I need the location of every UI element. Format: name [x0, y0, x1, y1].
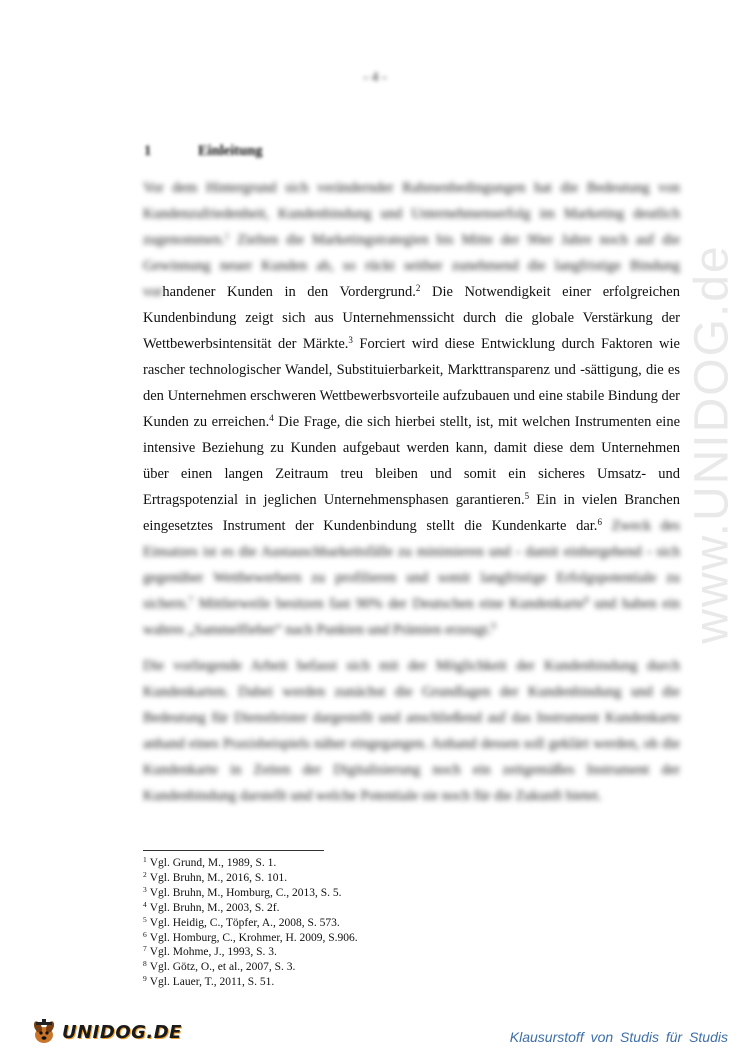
- footnote-number: 5: [143, 914, 147, 924]
- footnote-ref: 8: [584, 595, 589, 605]
- footnote-ref: 7: [188, 595, 193, 605]
- footnote-item: [143, 871, 358, 886]
- footnote-text: Vgl. Bruhn, M., 2003, S. 2f.: [149, 901, 280, 914]
- page-number: - 4 -: [363, 70, 387, 85]
- visible-text: handener Kunden in den Vordergrund.: [162, 284, 416, 300]
- paragraph-intro: [143, 175, 680, 643]
- visible-text: Ein in vielen Branchen eingesetztes Instrument der Kundenbindung stellt die Kundenkarte dar.: [143, 492, 680, 534]
- footnote-item: [143, 886, 358, 901]
- footnote-text: Vgl. Grund, M., 1989, S. 1.: [149, 857, 277, 869]
- blurred-text: Zweck des Einsatzes ist es die Austauschbarkeitsfälle zu minimieren und - damit einhergehend - sich gegenüber Wettbewerbern zu profilieren und somit langfristige Erfolgspotentiale zu sichern.: [143, 518, 680, 612]
- footnote-list: [143, 856, 358, 990]
- footnote-item: [143, 931, 358, 946]
- footnote-ref: 2: [415, 283, 421, 293]
- footnote-item: [143, 856, 358, 871]
- blurred-text: Mittlerweile besitzen fast 90% der Deutschen eine Kundenkarte: [198, 596, 585, 612]
- footnote-text: Vgl. Homburg, C., Krohmer, H. 2009, S.906.: [149, 931, 358, 944]
- footer-tagline: Klausurstoff von Studis für Studis: [509, 1029, 728, 1045]
- footnote-number: 2: [143, 869, 147, 879]
- watermark-text: www.UNIDOG.de: [685, 244, 739, 644]
- footnote-ref: 1: [224, 231, 230, 241]
- footnote-number: 9: [143, 974, 147, 984]
- body-text: [143, 175, 680, 809]
- section-heading: [144, 143, 262, 160]
- visible-text: Die Frage, die sich hierbei stellt, ist, mit welchen Instrumenten eine intensive Beziehung zu Kunden aufgebaut werden kann, damit diese dem Unternehmen über einen langen Zeitraum treu bleiben und somit ein sicheres Umsatz- und Ertragspotenzial in jeglichen Unternehmensphasen garantieren.: [143, 414, 681, 508]
- footnote-ref: 5: [524, 491, 530, 501]
- footnote-ref: 6: [597, 517, 602, 527]
- footnote-number: 6: [143, 929, 147, 939]
- footnote-item: [143, 901, 358, 916]
- footnote-number: 7: [143, 944, 147, 954]
- paragraph-outline: Die vorliegende Arbeit befasst sich mit der Möglichkeit der Kundenbindung durch Kundenkarten. Dabei werden zunächst die Grundlagen der Kundenbindung und die Bedeutung für Dienstleister dargestellt und anschließend auf das Instrument Kundenkarte anhand eines Praxisbeispiels näher eingegangen. Anhand dessen soll geklärt werden, ob die Kundenkarte in Zeiten der Digitalisierung noch ein zeitgemäßes Instrument der Kundenbindung darstellt und welche Potentiale sie noch für die Zukunft bietet.: [143, 658, 680, 804]
- visible-text: Forciert wird diese Entwicklung durch Faktoren wie rascher technologischer Wandel, Substituierbarkeit, Markttransparenz und -sättigung, die es den Unternehmen erschweren Wettbewerbsvorteile aufzubauen und eine stabile Bindung der Kunden zu erreichen.: [143, 336, 680, 430]
- footnote-text: Vgl. Lauer, T., 2011, S. 51.: [149, 976, 275, 989]
- logo-text: UNIDOG.DE: [62, 1021, 182, 1043]
- footnote-number: 8: [143, 959, 147, 969]
- footnote-item: [143, 916, 358, 931]
- section-title: Einleitung: [198, 143, 263, 159]
- section-number: 1: [144, 143, 152, 159]
- blurred-text: Vor dem Hintergrund sich verändernder Rahmenbedingungen hat die Bedeutung von Kundenzufriedenheit, Kundenbindung und Unternehmenserfolg im Marketing deutlich zugenommen.: [143, 180, 680, 248]
- footnote-item: [143, 975, 358, 990]
- dog-icon: [30, 1018, 58, 1046]
- footnote-text: Vgl. Mohme, J., 1993, S. 3.: [149, 946, 277, 959]
- footnote-number: 4: [143, 899, 147, 909]
- footnote-item: [143, 945, 358, 960]
- footnote-item: [143, 960, 358, 975]
- blurred-text: und haben ein wahres „Sammelfieber“ nach Punkten und Prämien erzeugt.: [143, 596, 681, 638]
- footnote-text: Vgl. Bruhn, M., Homburg, C., 2013, S. 5.: [149, 886, 342, 899]
- footnote-ref: 3: [348, 335, 353, 345]
- footnote-text: Vgl. Götz, O., et al., 2007, S. 3.: [149, 961, 296, 974]
- footnote-text: Vgl. Heidig, C., Töpfer, A., 2008, S. 573.: [149, 916, 340, 929]
- footnote-ref: 9: [491, 621, 496, 631]
- footnote-number: 3: [143, 884, 147, 894]
- footnote-ref: 4: [269, 413, 274, 423]
- footnote-separator: [143, 850, 324, 851]
- blurred-text: Zielten die Marketingstrategien bis Mitte der 90er Jahre noch auf die Gewinnung neuer Kunden ab, so rückt seither zunehmend die langfristige Bindung vor: [143, 232, 681, 300]
- footnote-text: Vgl. Bruhn, M., 2016, S. 101.: [149, 871, 288, 884]
- unidog-logo: [30, 1018, 182, 1046]
- footnote-number: 1: [143, 855, 147, 864]
- visible-text: Die Notwendigkeit einer erfolgreichen Kundenbindung zeigt sich aus Unternehmenssicht durch die globale Verstärkung der Wettbewerbsintensität der Märkte.: [143, 284, 680, 352]
